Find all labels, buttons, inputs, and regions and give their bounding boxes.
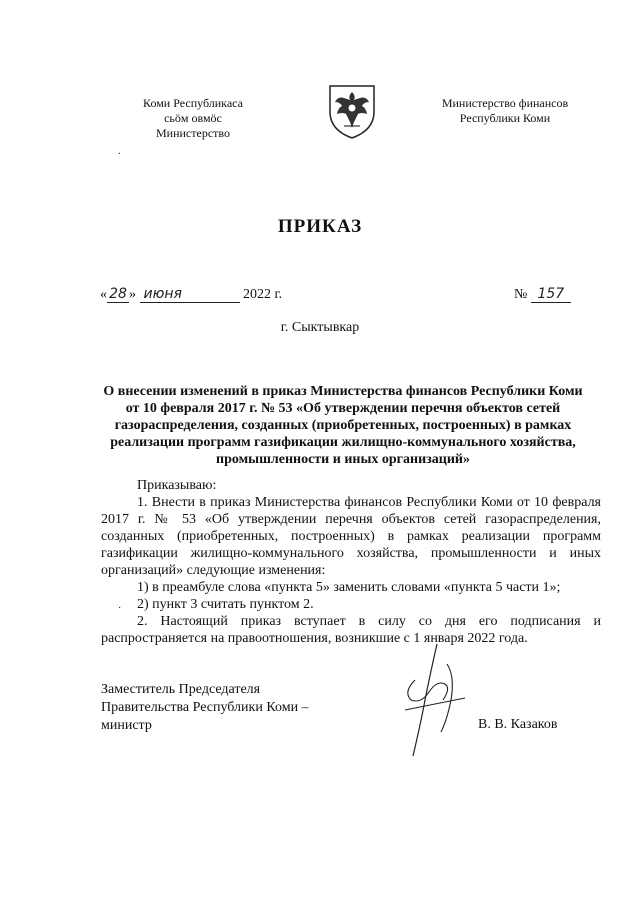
date-open-quote: «	[100, 287, 107, 302]
date-month: июня	[140, 286, 240, 303]
header-left-line: Коми Республикаса	[143, 96, 243, 110]
date-day: 28	[107, 286, 129, 303]
body-paragraph-2: 2. Настоящий приказ вступает в силу со дня его подписания и распространяется на правоотношения, возникшие с 1 января 2022 года.	[101, 614, 601, 646]
document-title: ПРИКАЗ	[277, 216, 363, 237]
signer-position	[101, 681, 309, 735]
date-close-quote: »	[129, 287, 136, 302]
order-subject: О внесении изменений в приказ Министерства финансов Республики Коми от 10 февраля 2017 г. № 53 «Об утверждении перечня объектов сетей газораспределения, созданных (приобретенных, построенных) в рамках реализации программ газификации жилищно-коммунального хозяйства, промышленности и иных организаций»	[103, 384, 583, 467]
number-label: №	[514, 287, 528, 302]
order-body	[101, 477, 601, 647]
body-subitem-2: 2) пункт 3 считать пунктом 2.	[137, 597, 314, 612]
body-paragraph-1: 1. Внести в приказ Министерства финансов Республики Коми от 10 февраля 2017 г. № 53 «Об утверждении перечня объектов сетей газораспределения, созданных (приобретенных, построенных) в рамках реализации программ газификации жилищно-коммунального хозяйства, промышленности и иных организаций» следующие изменения:	[101, 495, 601, 578]
coat-of-arms-icon	[326, 82, 378, 140]
date-year: 2022 г.	[243, 287, 283, 302]
header-right-block	[410, 96, 600, 126]
city: г. Сыктывкар	[280, 320, 360, 335]
signer-line: Заместитель Председателя	[101, 682, 261, 697]
stray-mark: ·	[118, 603, 122, 614]
header-left-line: сьӧм овмӧс	[164, 111, 222, 125]
header-right-line: Министерство финансов	[441, 96, 569, 110]
body-subitem-1: 1) в преамбуле слова «пункта 5» заменить словами «пункта 5 части 1»;	[137, 580, 561, 595]
header-left-block	[108, 96, 278, 141]
order-number	[514, 286, 571, 303]
signature-icon	[385, 640, 475, 760]
signer-name: В. В. Казаков	[478, 717, 558, 732]
header-left-line: Министерство	[156, 126, 230, 140]
body-intro: Приказываю:	[137, 478, 217, 493]
header-right-line: Республики Коми	[459, 111, 551, 125]
signer-line: министр	[101, 718, 152, 733]
number-value: 157	[531, 286, 571, 303]
signer-line: Правительства Республики Коми –	[101, 700, 309, 715]
order-date	[100, 286, 282, 303]
stray-mark: .	[118, 146, 121, 157]
